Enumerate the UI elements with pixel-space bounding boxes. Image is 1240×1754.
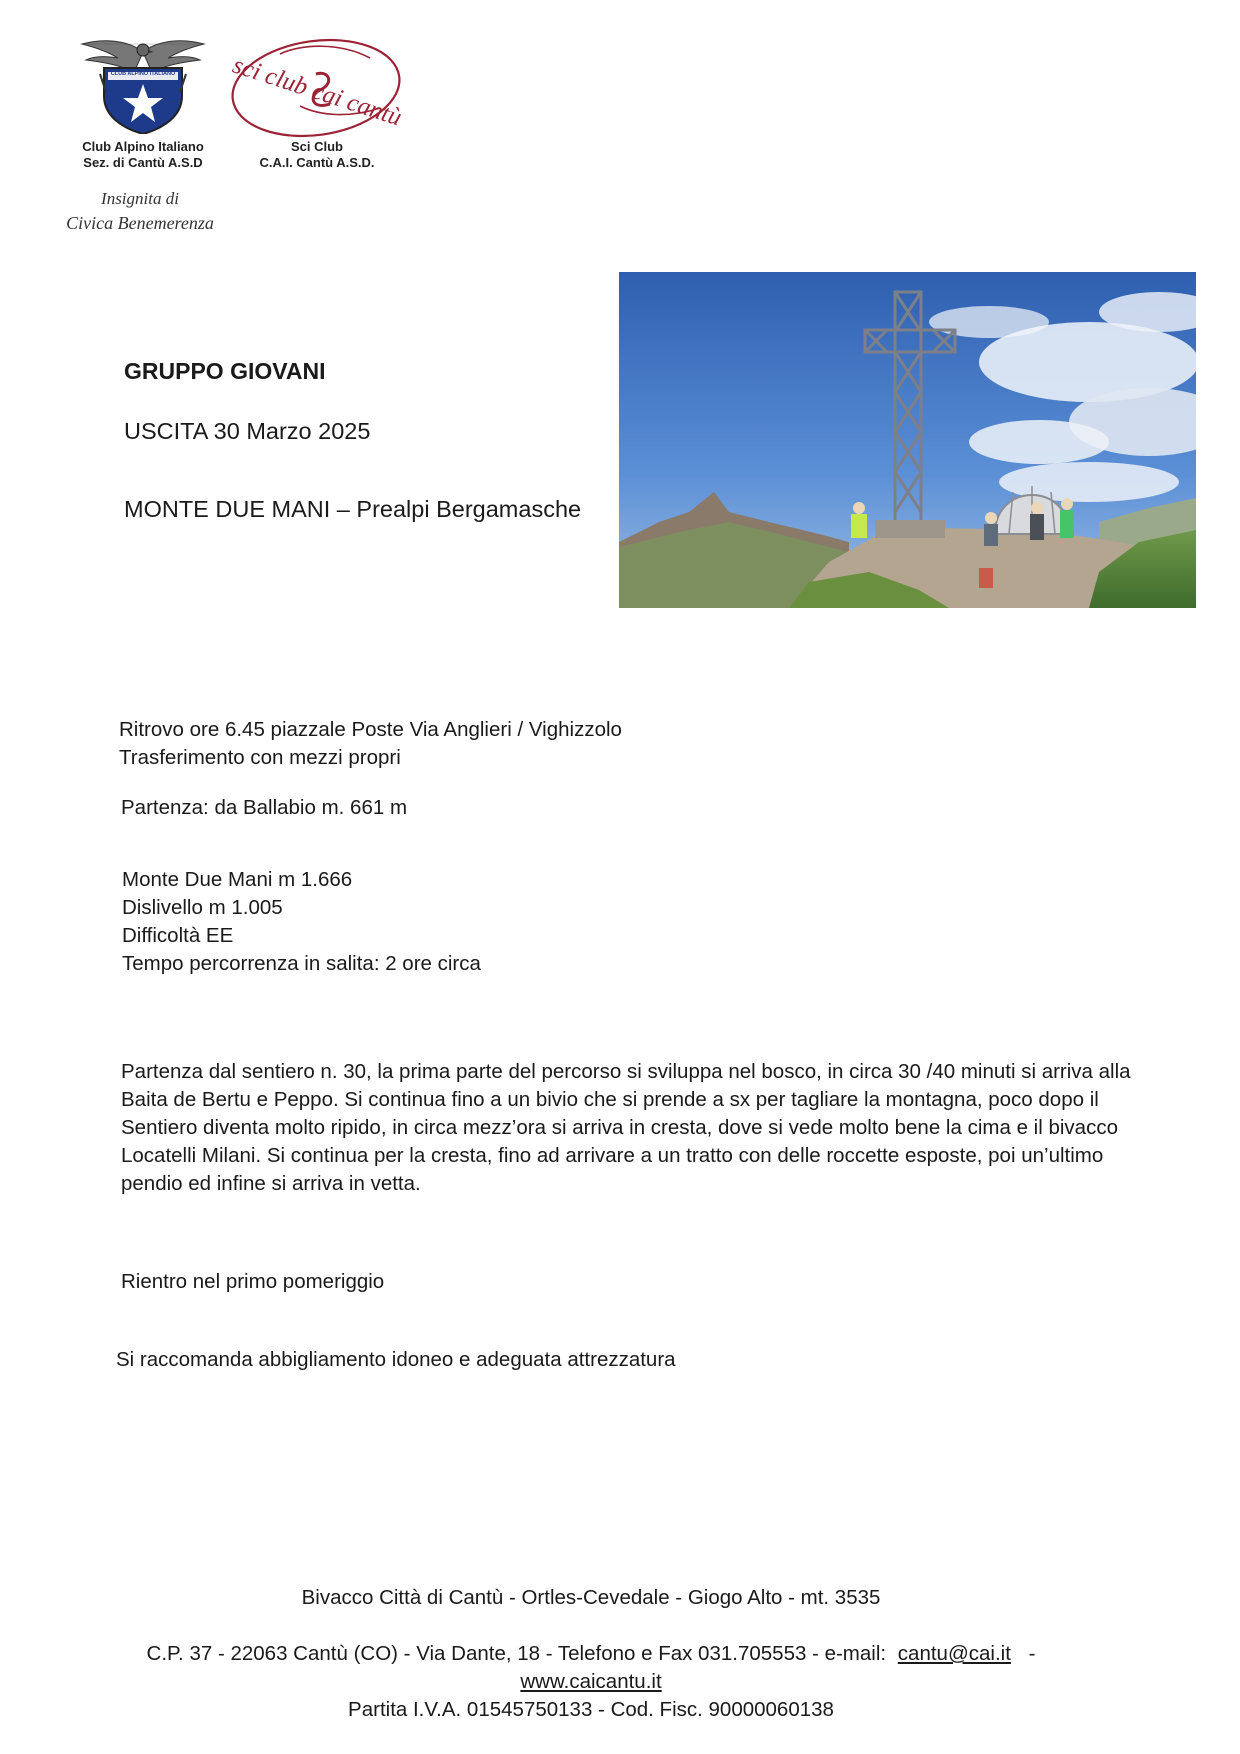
meeting-line2: Trasferimento con mezzi propri (119, 746, 401, 769)
recommendation: Si raccomanda abbigliamento idoneo e adeguata attrezzatura (116, 1348, 676, 1371)
sciclub-caption-line1: Sci Club (290, 139, 343, 154)
cai-caption-line1: Club Alpino Italiano (82, 139, 204, 154)
footer-hut: Bivacco Città di Cantù - Ortles-Cevedale - Giogo Alto - mt. 3535 (301, 1586, 881, 1609)
cai-caption (60, 139, 226, 171)
honor-insignia (50, 188, 230, 236)
elevation-gain: Dislivello m 1.005 (122, 896, 283, 919)
cai-emblem-text: CLUB ALPINO ITALIANO (110, 71, 176, 77)
sciclub-logo (220, 34, 410, 142)
destination-title: MONTE DUE MANI – Prealpi Bergamasche (124, 496, 582, 522)
sciclub-script: sci club cai cantù (229, 51, 405, 132)
outing-date: USCITA 30 Marzo 2025 (124, 418, 371, 444)
honor-line2: Civica Benemerenza (66, 213, 214, 233)
cai-caption-line2: Sez. di Cantù A.S.D (83, 155, 203, 170)
website-link[interactable]: www.caicantu.it (520, 1670, 662, 1693)
departure: Partenza: da Ballabio m. 661 m (121, 796, 408, 819)
group-title: GRUPPO GIOVANI (124, 358, 326, 384)
sciclub-caption-line2: C.A.I. Cantù A.S.D. (259, 155, 375, 170)
eagle-shield-icon (78, 34, 208, 134)
cai-logo (78, 34, 208, 134)
footer-website-row (0, 1668, 1182, 1696)
email-link[interactable]: cantu@cai.it (897, 1642, 1011, 1665)
sciclub-caption (236, 139, 398, 171)
footer-dash: - (1028, 1642, 1036, 1665)
route-description: Partenza dal sentiero n. 30, la prima parte del percorso si sviluppa nel bosco, in circa 30 /40 minuti si arriva alla Baita de Bertu e Peppo. Si continua fino a un bivio che si prende a sx per tagliare la montagna, poco dopo il Sentiero diventa molto ripido, in circa mezz’ora si arriva in cresta, dove si vede molto bene la cima e il bivacco Locatelli Milani. Si continua per la cresta, fino ad arrivare a un tratto con delle roccette esposte, poi un’ultimo pendio ed infine si arriva in vetta. (121, 1060, 1131, 1195)
footer-address (0, 1640, 1182, 1668)
summit-photo (619, 272, 1196, 608)
footer-address-text: C.P. 37 - 22063 Cantù (CO) - Via Dante, 18 - Telefono e Fax 031.705553 - e-mail: (146, 1642, 887, 1665)
difficulty: Difficoltà EE (122, 924, 234, 947)
footer-tax: Partita I.V.A. 01545750133 - Cod. Fisc. 90000060138 (348, 1698, 834, 1721)
summit-altitude: Monte Due Mani m 1.666 (122, 868, 353, 891)
return-note: Rientro nel primo pomeriggio (121, 1270, 385, 1293)
ascent-time: Tempo percorrenza in salita: 2 ore circa (122, 952, 481, 975)
meeting-line1: Ritrovo ore 6.45 piazzale Poste Via Anglieri / Vighizzolo (119, 718, 622, 741)
honor-line1: Insignita di (101, 189, 179, 208)
